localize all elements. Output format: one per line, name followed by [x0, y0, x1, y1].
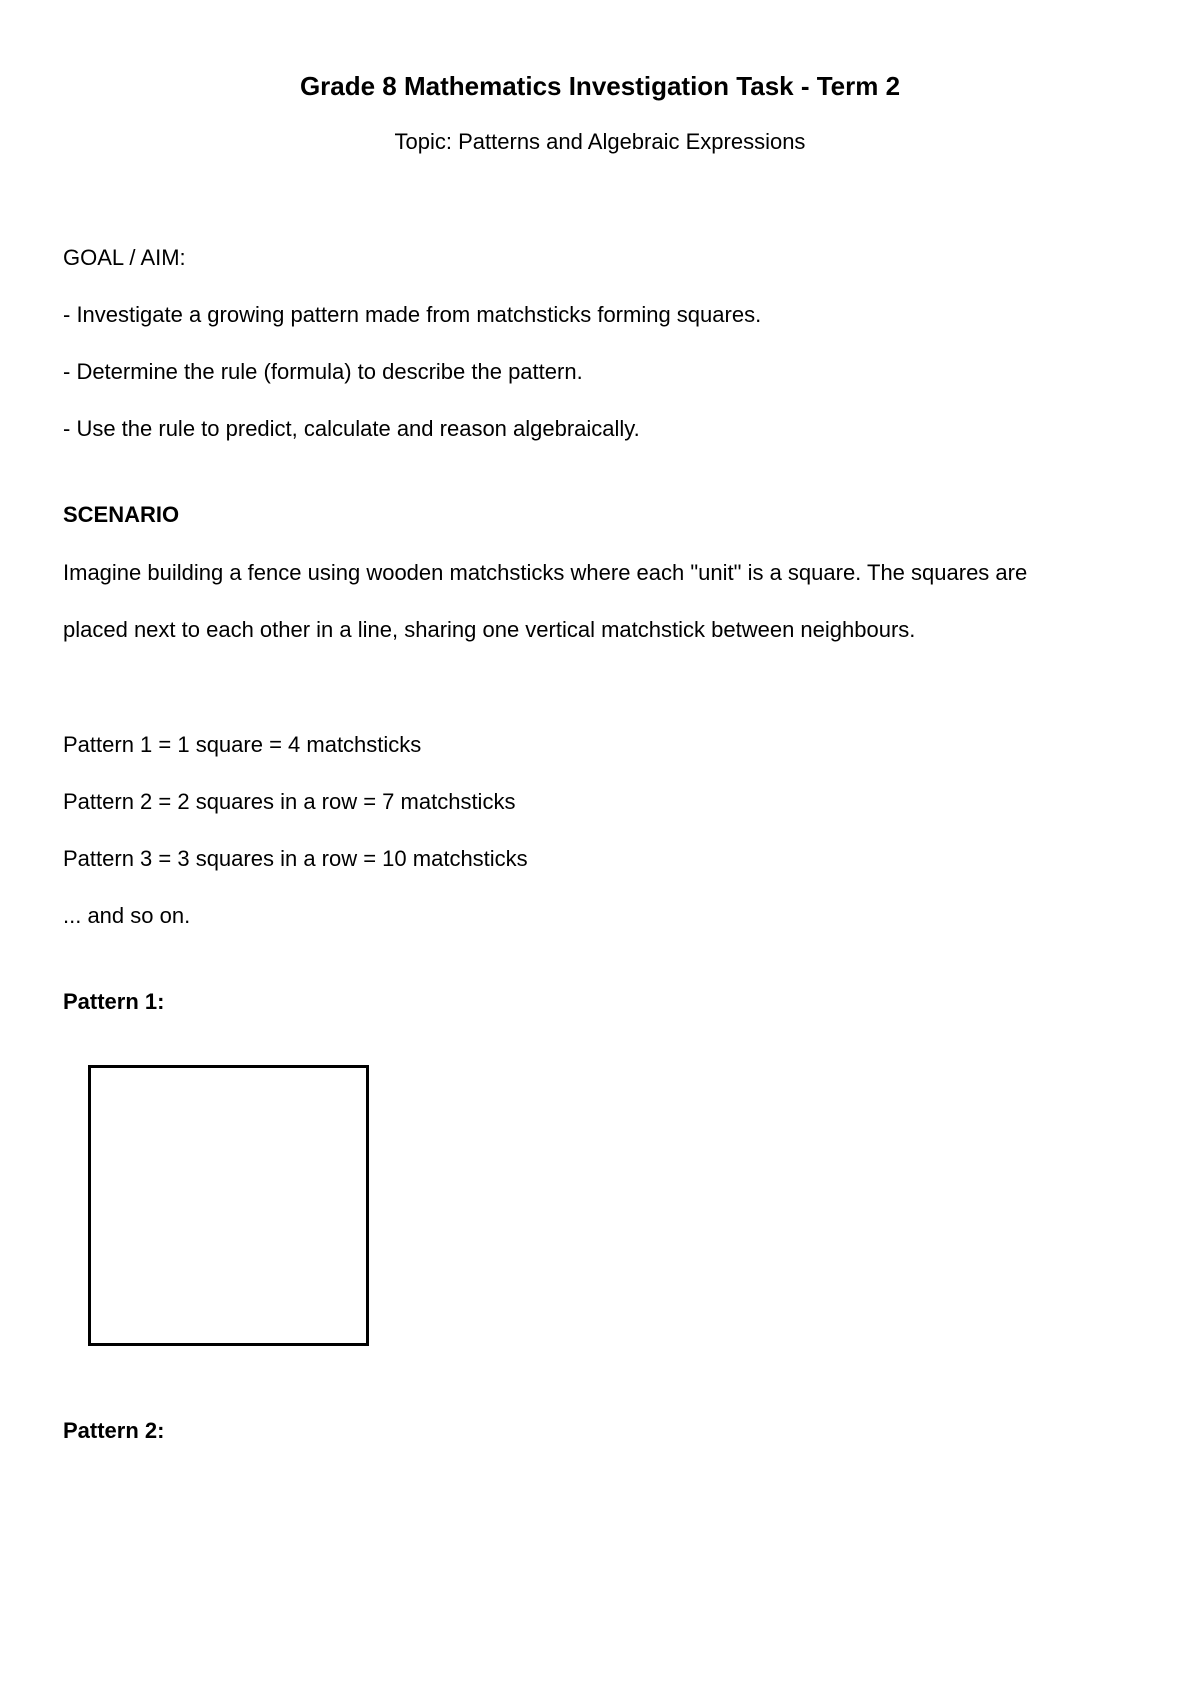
scenario-line-2: placed next to each other in a line, sharing one vertical matchstick between neighbours. [63, 617, 916, 642]
goal-item-3: - Use the rule to predict, calculate and reason algebraically. [63, 416, 640, 441]
pattern-line-1: Pattern 1 = 1 square = 4 matchsticks [63, 732, 422, 757]
pattern-1-label: Pattern 1: [63, 989, 165, 1014]
pattern-2-label: Pattern 2: [63, 1418, 165, 1443]
goal-heading: GOAL / AIM: [63, 245, 186, 270]
pattern-line-etc: ... and so on. [63, 903, 191, 928]
pattern-1-square-diagram [88, 1065, 369, 1346]
document-title: Grade 8 Mathematics Investigation Task - Term 2 [299, 71, 901, 101]
pattern-line-3: Pattern 3 = 3 squares in a row = 10 matchsticks [63, 846, 528, 871]
scenario-heading: SCENARIO [63, 502, 180, 527]
topic-subtitle: Topic: Patterns and Algebraic Expressions [394, 129, 806, 154]
goal-item-1: - Investigate a growing pattern made from matchsticks forming squares. [63, 302, 762, 327]
pattern-line-2: Pattern 2 = 2 squares in a row = 7 matchsticks [63, 789, 516, 814]
scenario-line-1: Imagine building a fence using wooden matchsticks where each "unit" is a square. The squares are [63, 560, 1028, 585]
goal-item-2: - Determine the rule (formula) to describe the pattern. [63, 359, 583, 384]
